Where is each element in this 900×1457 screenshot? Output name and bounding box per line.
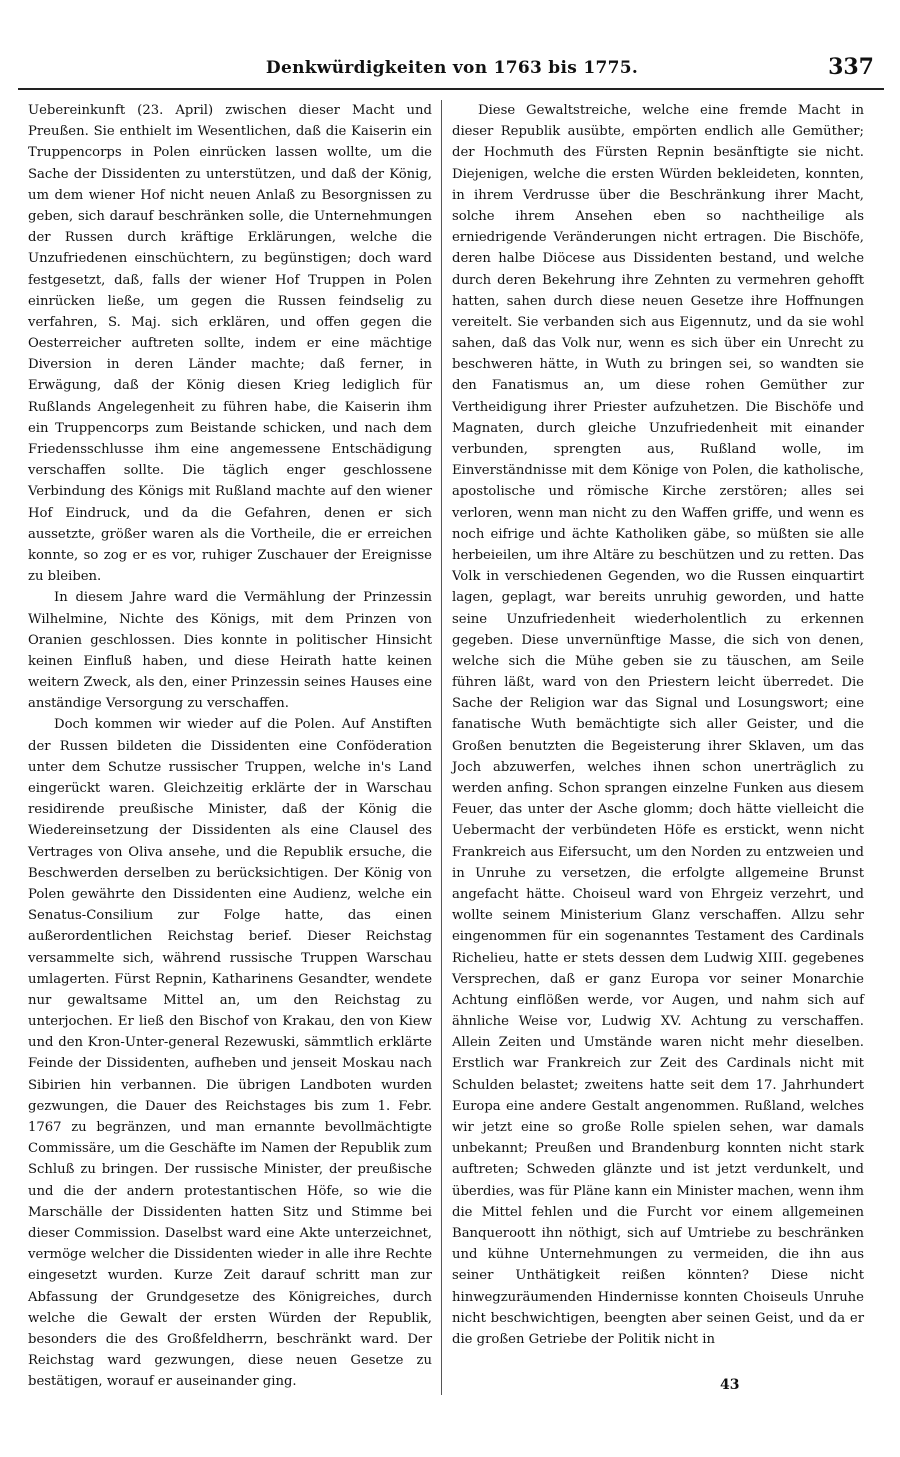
signature-mark: 43 [720,1377,740,1393]
header-rule [18,88,884,90]
running-title: Denkwürdigkeiten von 1763 bis 1775. [265,58,639,78]
left-column [28,100,432,1392]
page-number: 337 [828,54,874,80]
right-column [452,100,864,1350]
paragraph: In diesem Jahre ward die Vermählung der Prinzessin Wilhelmine, Nichte des Königs, mit dem Prinzen von Oranien geschlossen. Dies konnte in politischer Hinsicht keinen Einfluß haben, und diese Heirath hatte keinen weitern Zweck, als den, einer Prinzessin seines Hauses eine anständige Versorgung zu verschaffen. [28,590,432,712]
paragraph: Diese Gewaltstreiche, welche eine fremde Macht in dieser Republik ausübte, empörten endlich alle Gemüther; der Hochmuth des Fürsten Repnin besänftigte sie nicht. Diejenigen, welche die ersten Würden bekleideten, konnten, in ihrem Verdrusse über die Beschränkung ihrer Macht, solche ihrem Ansehen eben so nachtheilige als erniedrigende Veränderungen nicht ertragen. Die Bischöfe, deren halbe Diöcese aus Dissidenten bestand, und welche durch deren Bekehrung ihre Zehnten zu vermehren gehofft hatten, sahen durch diese neuen Gesetze ihre Hoffnungen vereitelt. Sie verbanden sich aus Eigennutz, und da sie wohl sahen, daß das Volk nur, wenn es sich über ein Unrecht zu beschweren hätte, in Wuth zu bringen sei, so wandten sie den Fanatismus an, um diese rohen Gemüther zur Vertheidigung ihrer Priester aufzuhetzen. Die Bischöfe und Magnaten, durch gleiche Unzufriedenheit mit einander verbunden, sprengten aus, Rußland wolle, im Einverständnisse mit dem Könige von Polen, die katholische, apostolische und römische Kirche zerstören; alles sei verloren, wenn man nicht zu den Waffen griffe, und wenn es noch eifrige und ächte Katholiken gäbe, so müßten sie alle herbeieilen, um ihre Altäre zu beschützen und zu retten. Das Volk in verschiedenen Gegenden, wo die Russen einquartirt lagen, geplagt, war bereits unruhig geworden, und hatte seine Unzufriedenheit wiederholentlich zu erkennen gegeben. Diese unvernünftige Masse, die sich von denen, welche sich die Mühe geben sie zu täuschen, am Seile führen läßt, ward von den Priestern leicht überredet. Die Sache der Religion war das Signal und Losungswort; eine fanatische Wuth bemächtigte sich aller Geister, und die Großen benutzten die Begeisterung ihrer Sklaven, um das Joch abzuwerfen, welches ihnen schon unerträglich zu werden anfing. Schon sprangen einzelne Funken aus diesem Feuer, das unter der Asche glomm; doch hätte vielleicht die Uebermacht der verbündeten Höfe es erstickt, wenn nicht Frankreich aus Eifersucht, um den Norden zu entzweien und in Unruhe zu versetzen, die erfolgte allgemeine Brunst angefacht hätte. Choiseul ward von Ehrgeiz verzehrt, und wollte seinem Ministerium Glanz verschaffen. Allzu sehr eingenommen für ein sogenanntes Testament des Cardinals Richelieu, hatte er stets dessen dem Ludwig XIII. gegebenes Versprechen, daß er ganz Europa vor seiner Monarchie Achtung einflößen werde, vor Augen, und nahm sich auf ähnliche Weise vor, Ludwig XV. Achtung zu verschaffen. Allein Zeiten und Umstände waren nicht mehr dieselben. Erstlich war Frankreich zur Zeit des Cardinals nicht mit Schulden belastet; zweitens hatte seit dem 17. Jahrhundert Europa eine andere Gestalt angenommen. Rußland, welches wir jetzt eine so große Rolle spielen sehen, war damals unbekannt; Preußen und Brandenburg konnten nicht stark auftreten; Schweden glänzte und ist jetzt verdunkelt, und überdies, was für Pläne kann ein Minister machen, wenn ihm die Mittel fehlen und die Furcht vor einem allgemeinen Banqueroott ihn nöthigt, sich auf Umtriebe zu beschränken und kühne Unternehmungen zu vermeiden, die ihn aus seiner Unthätigkeit reißen könnten? Diese nicht hinwegzuräumenden Hindernisse konnten Choiseuls Unruhe nicht beschwichtigen, beengten aber seinen Geist, und da er die großen Getriebe der Politik nicht in [452,103,864,1347]
running-header [18,52,886,86]
column-divider [441,100,442,1395]
paragraph: Doch kommen wir wieder auf die Polen. Auf Anstiften der Russen bildeten die Dissidenten eine Conföderation unter dem Schutze russischer Truppen, welche in's Land eingerückt waren. Gleichzeitig erklärte der in Warschau residirende preußische Minister, daß der König die Wiedereinsetzung der Dissidenten als eine Clausel des Vertrages von Oliva ansehe, und die Republik ersuche, die Beschwerden derselben zu berücksichtigen. Der König von Polen gewährte den Dissidenten eine Audienz, welche ein Senatus-Consilium zur Folge hatte, das einen außerordentlichen Reichstag berief. Dieser Reichstag versammelte sich, während russische Truppen Warschau umlagerten. Fürst Repnin, Katharinens Gesandter, wendete nur gewaltsame Mittel an, um den Reichstag zu unterjochen. Er ließ den Bischof von Krakau, den von Kiew und den Kron-Unter-general Rezewuski, sämmtlich erklärte Feinde der Dissidenten, aufheben und jenseit Moskau nach Sibirien hin verbannen. Die übrigen Landboten wurden gezwungen, die Dauer des Reichstages bis zum 1. Febr. 1767 zu begränzen, und man ernannte bevollmächtigte Commissäre, um die Geschäfte im Namen der Republik zum Schluß zu bringen. Der russische Minister, der preußische und die der andern protestantischen Höfe, so wie die Marschälle der Dissidenten hatten Sitz und Stimme bei dieser Commission. Daselbst ward eine Akte unterzeichnet, vermöge welcher die Dissidenten wieder in alle ihre Rechte eingesetzt wurden. Kurze Zeit darauf schritt man zur Abfassung der Grundgesetze des Königreiches, durch welche die Gewalt der ersten Würden der Republik, besonders die des Großfeldherrn, beschränkt ward. Der Reichstag ward gezwungen, diese neuen Gesetze zu bestätigen, worauf er auseinander ging. [28,717,432,1390]
paragraph: Uebereinkunft (23. April) zwischen dieser Macht und Preußen. Sie enthielt im Wesentlichen, daß die Kaiserin ein Truppencorps in Polen einrücken lassen wollte, um die Sache der Dissidenten zu unterstützen, und daß der König, um dem wiener Hof nicht neuen Anlaß zu Besorgnissen zu geben, sich darauf beschränken solle, die Unternehmungen der Russen durch kräftige Erklärungen, welche die Unzufriedenen einschüchtern, zu begünstigen; doch ward festgesetzt, daß, falls der wiener Hof Truppen in Polen einrücken ließe, um gegen die Russen feindselig zu verfahren, S. Maj. sich erklären, und offen gegen die Oesterreicher auftreten sollte, indem er eine mächtige Diversion in deren Länder machte; daß ferner, in Erwägung, daß der König diesen Krieg lediglich für Rußlands Angelegenheit zu führen habe, die Kaiserin ihm ein Truppencorps zum Beistande schicken, und nach dem Friedensschlusse ihm eine angemessene Entschädigung verschaffen sollte. Die täglich enger geschlossene Verbindung des Königs mit Rußland machte auf den wiener Hof Eindruck, und da die Gefahren, denen er sich aussetzte, größer waren als die Vortheile, die er erreichen konnte, so zog er es vor, ruhiger Zuschauer der Ereignisse zu bleiben. [28,103,432,585]
